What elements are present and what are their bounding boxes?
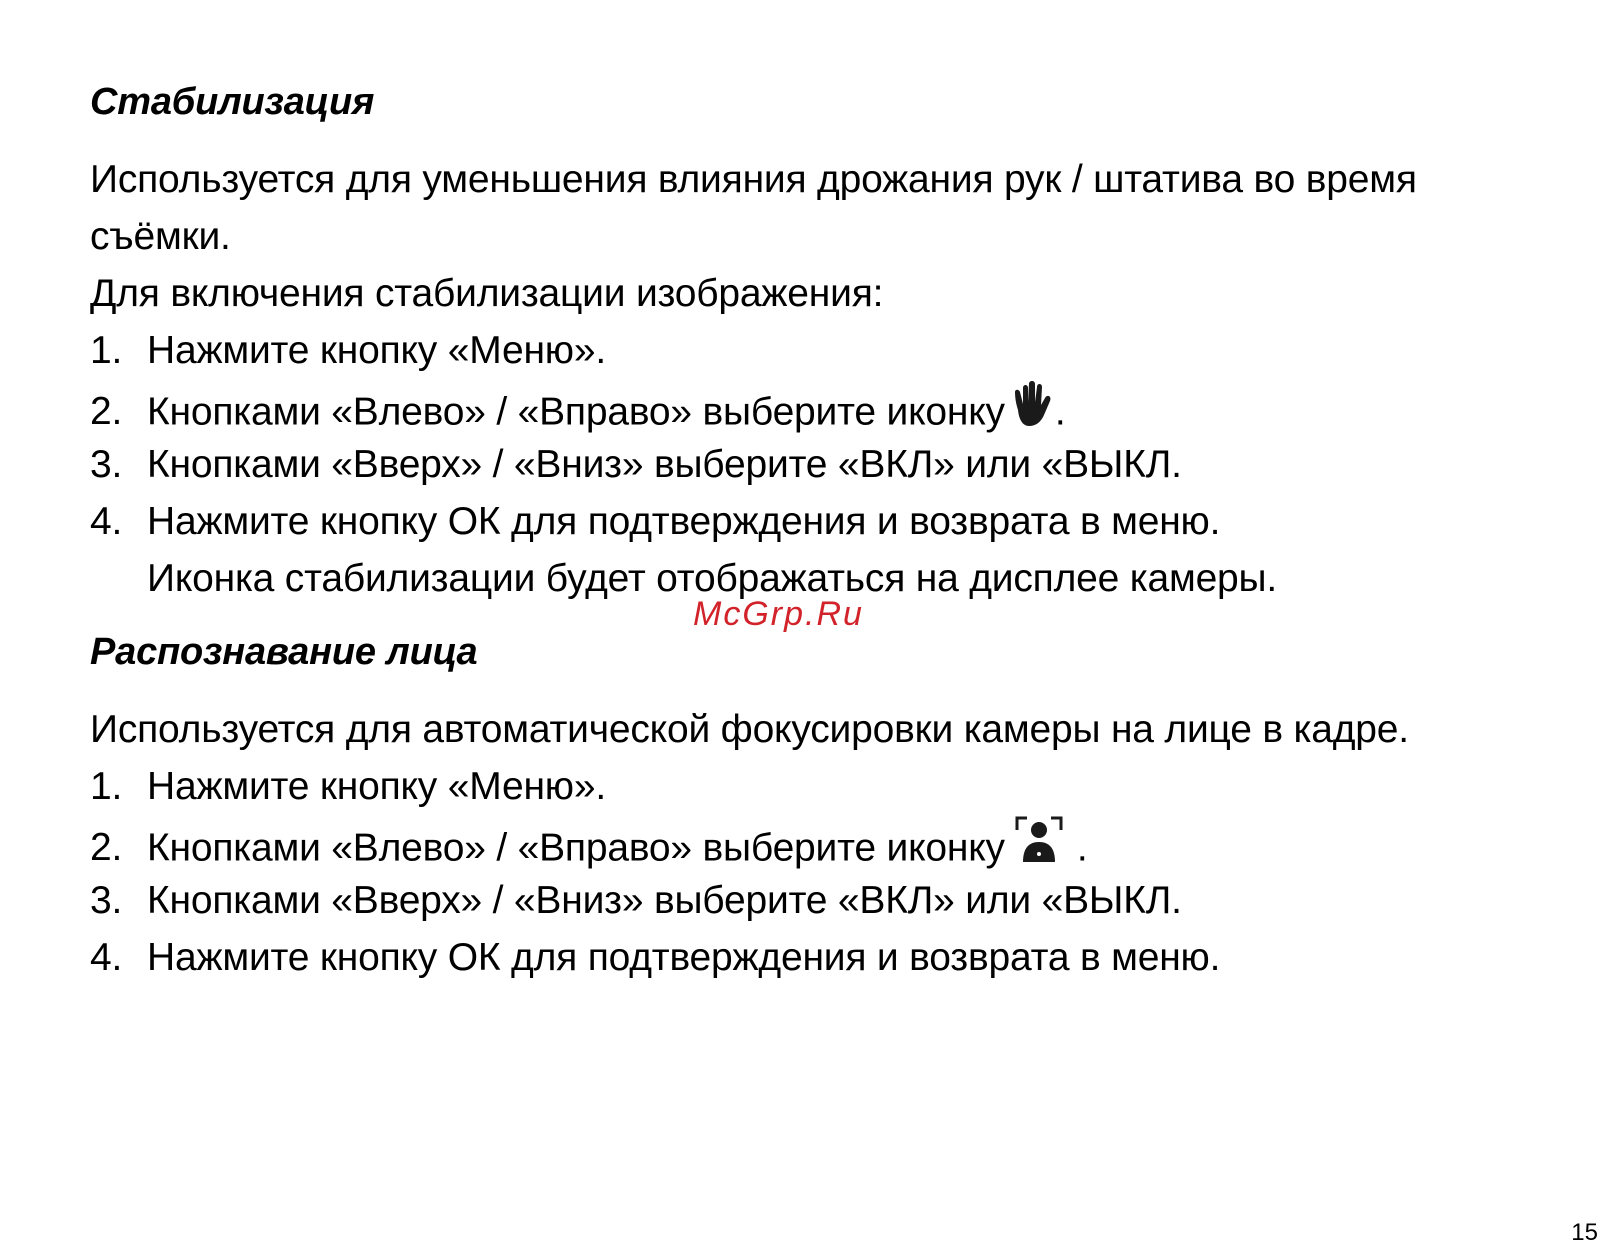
step-text: Нажмите кнопку «Меню». [147,329,606,372]
step-text: Кнопками «Влево» / «Вправо» выберите иконку [147,826,1005,870]
section-heading-stabilization: Стабилизация [90,81,375,123]
face-step-2 [90,820,1087,880]
stabilization-step-2 [90,384,1065,444]
face-step-3 [90,877,1182,925]
step-text: Нажмите кнопку ОК для подтверждения и возврата в меню. [147,500,1221,543]
step-number: 2. [90,390,123,434]
stabilization-step-4 [90,498,1220,546]
step-text: Нажмите кнопку «Меню». [147,765,606,808]
watermark-text: McGrp.Ru [693,595,864,633]
face-intro: Используется для автоматической фокусировки камеры на лице в кадре. [90,708,1409,751]
stabilization-step-3 [90,441,1182,489]
step-text-end: . [1054,390,1066,434]
step-number: 1. [90,765,123,808]
step-number: 3. [90,879,123,922]
face-step-1 [90,763,606,811]
page-number: 15 [1571,1219,1598,1246]
face-step-4 [90,934,1220,982]
stabilization-step-1 [90,327,606,375]
step-text: Кнопками «Влево» / «Вправо» выберите иконку [147,390,1005,434]
stabilization-lead: Для включения стабилизации изображения: [90,272,884,315]
stabilization-intro-line-1: Используется для уменьшения влияния дрожания рук / штатива во время [90,158,1417,201]
step-number: 2. [90,826,123,870]
step-number: 4. [90,500,123,543]
step-text: Кнопками «Вверх» / «Вниз» выберите «ВКЛ» или «ВЫКЛ. [147,879,1182,922]
stabilization-note: Иконка стабилизации будет отображаться на дисплее камеры. [147,557,1278,600]
face-detection-icon [1015,816,1063,876]
step-number: 1. [90,329,123,372]
section-heading-face-detection: Распознавание лица [90,631,478,673]
step-text: Кнопками «Вверх» / «Вниз» выберите «ВКЛ» или «ВЫКЛ. [147,443,1182,486]
hand-icon [1009,380,1055,440]
step-text-end: . [1076,826,1088,870]
step-number: 3. [90,443,123,486]
step-text: Нажмите кнопку ОК для подтверждения и возврата в меню. [147,936,1221,979]
step-number: 4. [90,936,123,979]
stabilization-intro-line-2: съёмки. [90,215,231,258]
